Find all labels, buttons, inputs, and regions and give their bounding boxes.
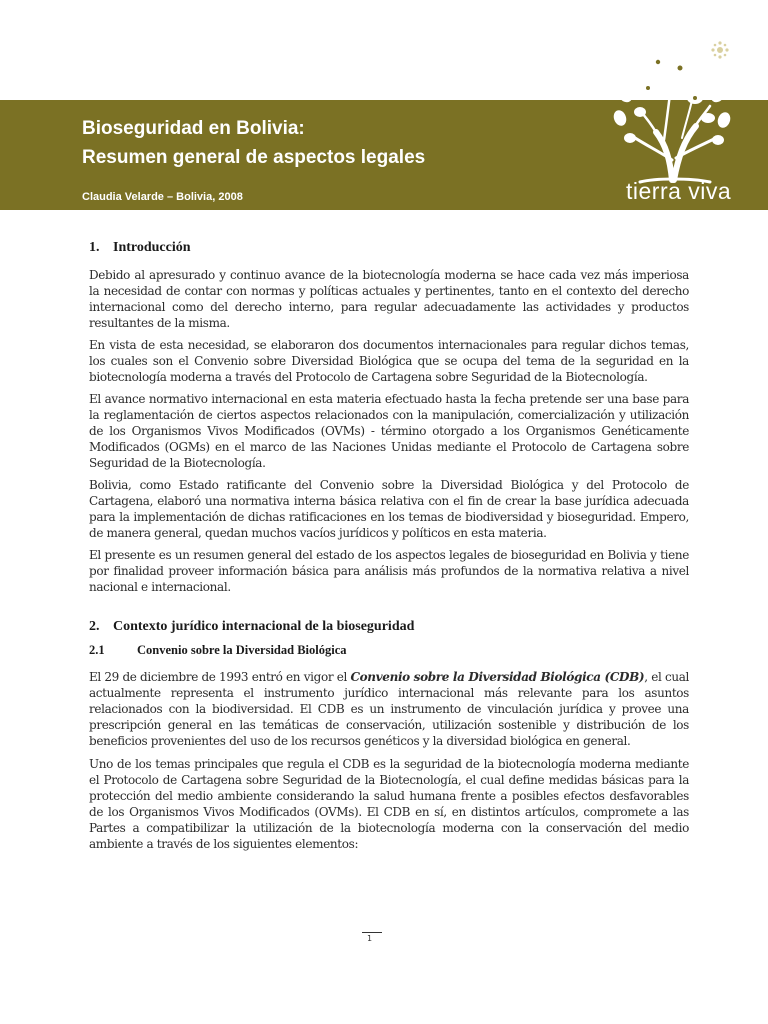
paragraph: Uno de los temas principales que regula el CDB es la seguridad de la biotecnología moderna mediante el Protocolo de Cartagena sobre Seguridad de la Biotecnología, el cual define medidas básicas para la protección del medio ambiente considerando la salud humana frente a posibles efectos desfavorables de los Organismos Vivos Modificados (OVMs). El CDB en sí, en distintos artículos, compromete a las Partes a compatibilizar la utilización de la biotecnología moderna con la conservación del medio ambiente a través de los siguientes elementos: [89, 757, 689, 851]
document-title: Bioseguridad en Bolivia: [82, 118, 305, 139]
section-heading: 1. Introducción [89, 240, 191, 255]
paragraph: El presente es un resumen general del estado de los aspectos legales de bioseguridad en Bolivia y tiene por finalidad proveer información básica para análisis más profundos de la normativa relativa a nivel nacional e internacional. [89, 548, 689, 594]
document-subtitle: Resumen general de aspectos legales [82, 147, 426, 168]
paragraph: Debido al apresurado y continuo avance de la biotecnología moderna se hace cada vez más imperiosa la necesidad de contar con normas y políticas actuales y pertinentes, tanto en el contexto del derecho internacional como del derecho interno, para regular adecuadamente las actividades y productos resultantes de la misma. [89, 268, 689, 330]
document-body [89, 240, 689, 852]
paragraph: Bolivia, como Estado ratificante del Convenio sobre la Diversidad Biológica y del Protocolo de Cartagena, elaboró una normativa interna básica relativa con el fin de crear la base jurídica adecuada para la implementación de dichas ratificaciones en los temas de biodiversidad y bioseguridad. Empero, de manera general, quedan muchos vacíos jurídicos y políticos en esta materia. [89, 478, 689, 540]
paragraph: En vista de esta necesidad, se elaboraron dos documentos internacionales para regular dichos temas, los cuales son el Convenio sobre Diversidad Biológica que se ocupa del tema de la seguridad en la biotecnología moderna a través del Protocolo de Cartagena sobre Seguridad de la Biotecnología. [89, 338, 689, 384]
paragraph: El 29 de diciembre de 1993 entró en vigor el Convenio sobre la Diversidad Biológica (CDB), el cual actualmente representa el instrumento jurídico internacional más relevante para los asuntos relacionados con la biodiversidad. El CDB es un instrumento de vinculación jurídica y provee una prescripción general en las temáticas de conservación, utilización sostenible y distribución de los beneficios provenientes del uso de los recursos genéticos y la diversidad biológica en general. [89, 670, 689, 748]
footer-divider [362, 932, 382, 933]
author-line: Claudia Velarde – Bolivia, 2008 [82, 191, 243, 203]
cdb-emphasis: Convenio sobre la Diversidad Biológica (CDB) [350, 670, 645, 684]
page-number: 1 [367, 934, 373, 943]
logo-text: tierra viva [626, 178, 732, 204]
sun-icon [711, 41, 728, 58]
section-heading: 2. Contexto jurídico internacional de la bioseguridad [89, 619, 415, 634]
paragraph: El avance normativo internacional en esta materia efectuado hasta la fecha pretende ser una base para la reglamentación de ciertos aspectos relacionados con la manipulación, comercialización y utilización de los Organismos Vivos Modificados (OVMs) - término otorgado a los Organismos Genéticamente Modificados (OGMs) en el marco de las Naciones Unidas mediante el Protocolo de Cartagena sobre Seguridad de la Biotecnología. [89, 392, 689, 470]
subsection-heading: 2.1 Convenio sobre la Diversidad Biológica [89, 643, 347, 657]
